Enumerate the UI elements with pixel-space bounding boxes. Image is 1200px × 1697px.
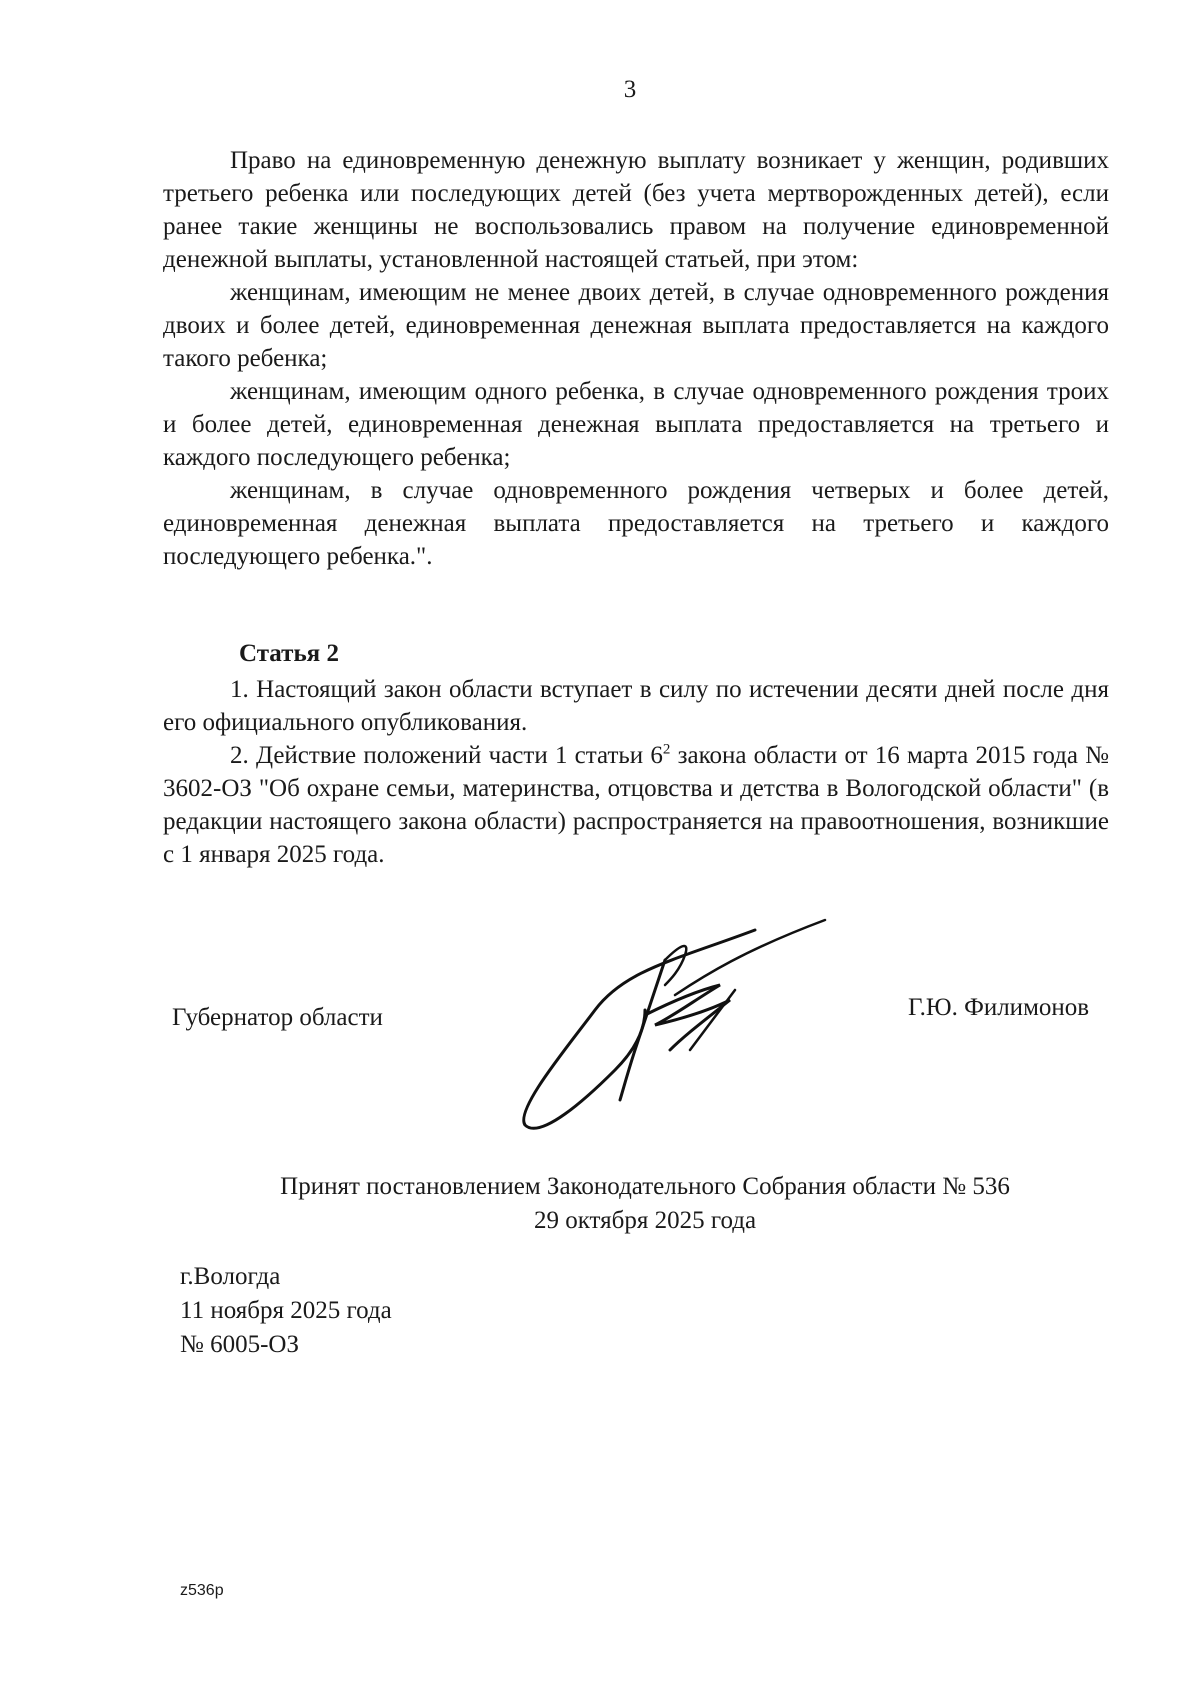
- handwritten-signature: [505, 900, 835, 1140]
- paragraph: женщинам, имеющим не менее двоих детей, в случае одновременного рождения двоих и более детей, единовременная денежная выплата предоставляется на каждого такого ребенка;: [163, 279, 1109, 372]
- footer-code: z536p: [180, 1582, 224, 1599]
- article2-body: [163, 673, 1109, 871]
- place-and-date: [180, 1260, 392, 1362]
- article2-heading: Статья 2: [239, 640, 339, 667]
- article2-item2-text-start: 2. Действие положений части 1 статьи 6: [230, 742, 663, 769]
- signatory-title: Губернатор области: [172, 1004, 383, 1031]
- paragraph: Право на единовременную денежную выплату возникает у женщин, родивших третьего ребенка или последующих детей (без учета мертворожденных детей), если ранее такие женщины не воспользовались правом на получение единовременной денежной выплаты, установленной настоящей статьей, при этом:: [163, 147, 1109, 273]
- adoption-date: 29 октября 2025 года: [533, 1207, 757, 1234]
- paragraph: женщинам, имеющим одного ребенка, в случае одновременного рождения троих и более детей, единовременная денежная выплата предоставляется на третьего и каждого последующего ребенка;: [163, 378, 1109, 471]
- law-number: № 6005-ОЗ: [180, 1331, 300, 1358]
- article1-continuation: [163, 144, 1109, 573]
- superscript: 2: [662, 741, 671, 758]
- article2-item1: 1. Настоящий закон области вступает в силу по истечении десяти дней после дня его официального опубликования.: [163, 676, 1109, 736]
- article2-item2: [163, 739, 1109, 871]
- signing-date: 11 ноября 2025 года: [180, 1297, 392, 1324]
- page-number: 3: [623, 76, 637, 103]
- adoption-line: Принят постановлением Законодательного Собрания области № 536: [280, 1173, 1010, 1200]
- adoption-statement: [0, 1170, 1200, 1238]
- article2-item2-text-end: закона области от 16 марта 2015 года № 3602-ОЗ "Об охране семьи, материнства, отцовства и детства в Вологодской области" (в редакции настоящего закона области) распространяется на правоотношения, возникшие с 1 января 2025 года.: [163, 742, 1109, 868]
- paragraph: женщинам, в случае одновременного рождения четверых и более детей, единовременная денежная выплата предоставляется на третьего и каждого последующего ребенка.".: [163, 477, 1109, 570]
- signatory-name: Г.Ю. Филимонов: [908, 994, 1090, 1021]
- city: г.Вологда: [180, 1263, 281, 1290]
